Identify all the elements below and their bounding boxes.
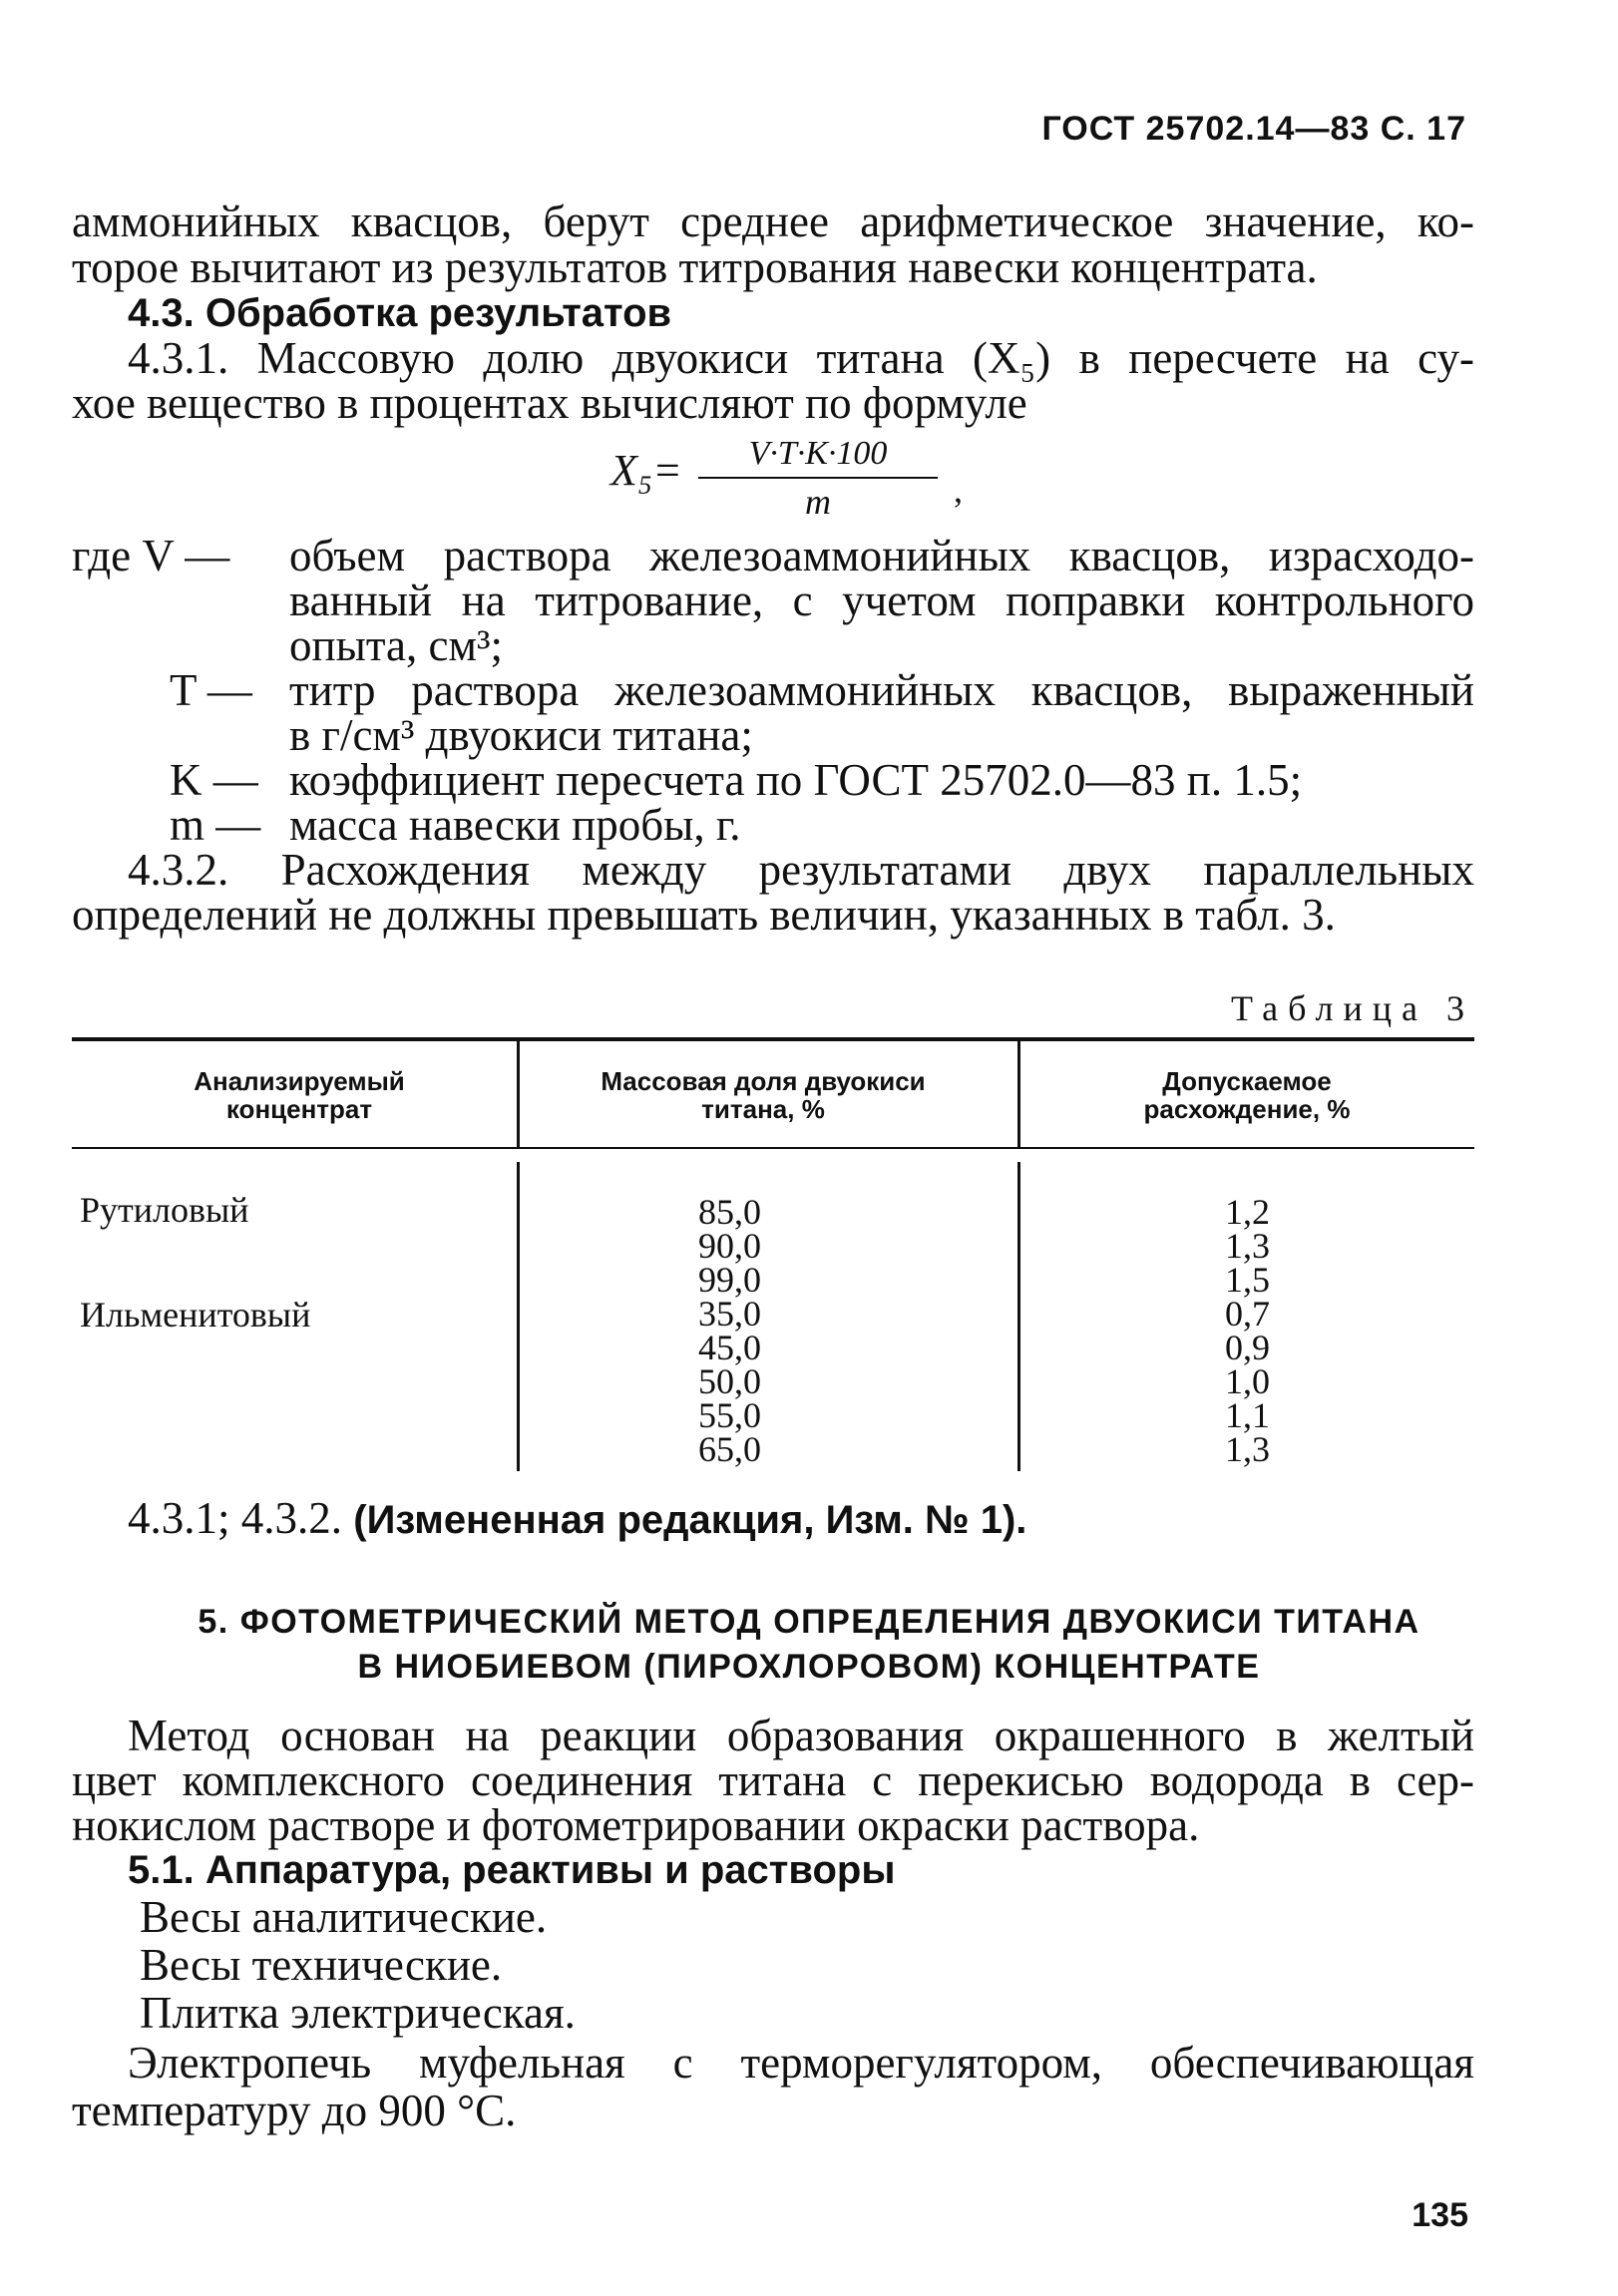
table-vline-2-head [1017,1041,1020,1147]
table-cell: 1,1 [1225,1395,1270,1435]
formula-denominator: m [805,482,831,522]
table-top-rule [72,1037,1474,1041]
para432-line2: определений не должны превышать величин, указанных в табл. 3. [72,890,1336,940]
table-cell: 1,3 [1225,1429,1270,1469]
table-cell: 50,0 [698,1361,761,1401]
legend-text-t2: в г/см³ двуокиси титана; [289,710,753,760]
table-cell: 1,5 [1225,1260,1270,1300]
legend-text-v3: опыта, см³; [289,620,503,670]
legend-sym-t: T — [170,665,252,715]
table-cell: 55,0 [698,1395,761,1435]
legend-text-k: коэффициент пересчета по ГОСТ 25702.0—83 п. 1.5; [289,755,1303,805]
table-group-ilmenite: Ильменитовый [80,1295,311,1335]
list-item: Весы аналитические. [140,1892,548,1942]
last-para-line1: Электропечь муфельная с терморегулятором, обеспечивающая [128,2038,1474,2088]
table-cell: 1,2 [1225,1192,1270,1232]
table-cell: 0,9 [1225,1328,1270,1367]
table-header-diff: Допускаемое расхождение, % [1143,1066,1351,1124]
legend-text-v2: ванный на титрование, с учетом поправки контрольного [289,575,1474,625]
legend-sym-v: где V — [72,531,230,580]
table-group-rutile: Рутиловый [80,1190,249,1230]
running-header: ГОСТ 25702.14—83 С. 17 [1041,110,1466,148]
para431-line1: 4.3.1. Массовую долю двуокиси титана (X₅) в пересчете на су- [128,333,1474,383]
para5-line1: Метод основан на реакции образования окрашенного в желтый [128,1711,1474,1760]
para5-line3: нокислом растворе и фотометрировании окраски раствора. [72,1800,1200,1850]
formula-fraction-bar [698,477,938,479]
table-cell: 35,0 [698,1294,761,1334]
last-para-line2: температуру до 900 °С. [72,2086,517,2135]
list-item: Весы технические. [140,1940,503,1990]
para431-line2: хое вещество в процентах вычисляют по формуле [72,378,1027,428]
para1-line1: аммонийных квасцов, берут среднее арифметическое значение, ко- [72,196,1474,246]
legend-sym-k: K — [170,755,258,805]
table-cell: 0,7 [1225,1294,1270,1334]
section-5-heading-line1: 5. ФОТОМЕТРИЧЕСКИЙ МЕТОД ОПРЕДЕЛЕНИЯ ДВУОКИСИ ТИТАНА [198,1603,1420,1641]
list-item: Плитка электрическая. [140,1988,576,2038]
amendment-prefix: 4.3.1; 4.3.2. [128,1493,343,1543]
table-header-mass: Массовая доля двуокиси титана, % [601,1066,926,1124]
formula-lhs: X₅= [610,446,682,495]
section-5-1-heading: 5.1. Аппаратура, реактивы и растворы [128,1848,896,1892]
legend-text-v1: объем раствора железоаммонийных квасцов, израсходо- [289,531,1474,580]
amendment-note [128,1493,1027,1543]
table-header-concentrate: Анализируемый концентрат [194,1066,405,1124]
table-vline-2-body [1017,1162,1020,1471]
para1-line2: торое вычитают из результатов титрования навески концентрата. [72,242,1318,292]
table-vline-1-head [517,1041,520,1147]
table-cell: 1,3 [1225,1226,1270,1266]
table-vline-1-body [517,1162,520,1471]
table-cell: 99,0 [698,1260,761,1300]
table-cell: 65,0 [698,1429,761,1469]
table-header-rule [72,1147,1474,1149]
formula-comma: , [954,470,963,510]
table-cell: 85,0 [698,1192,761,1232]
table-title: Таблица 3 [1231,988,1474,1028]
table-cell: 1,0 [1225,1361,1270,1401]
formula-numerator: V·T·K·100 [748,435,888,472]
para432-line1: 4.3.2. Расхождения между результатами двух параллельных [128,845,1474,895]
page-number: 135 [1412,2196,1468,2234]
legend-text-m: масса навески пробы, г. [289,800,741,850]
para5-line2: цвет комплексного соединения титана с перекисью водорода в сер- [72,1755,1474,1805]
section-4-3-heading: 4.3. Обработка результатов [128,291,672,335]
legend-text-t1: титр раствора железоаммонийных квасцов, выраженный [289,665,1474,715]
amendment-bold: (Измененная редакция, Изм. № 1). [353,1498,1027,1542]
section-5-heading-line2: В НИОБИЕВОМ (ПИРОХЛОРОВОМ) КОНЦЕНТРАТЕ [357,1648,1261,1686]
table-cell: 45,0 [698,1328,761,1367]
legend-sym-m: m — [170,800,261,850]
table-cell: 90,0 [698,1226,761,1266]
